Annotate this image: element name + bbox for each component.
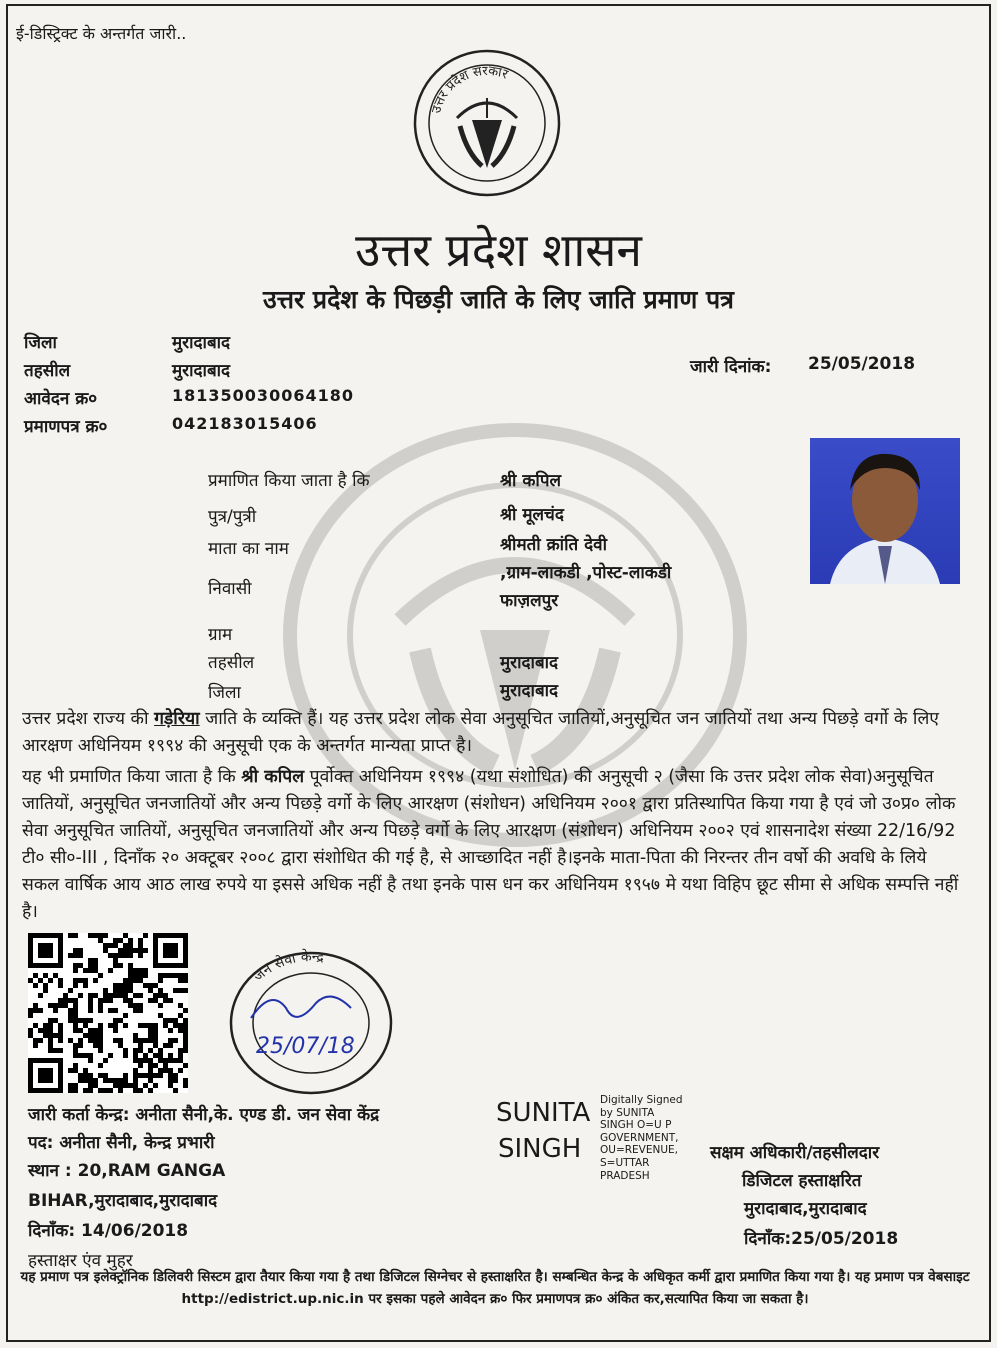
issuer-post: पद: अनीता सैनी, केन्द्र प्रभारी — [28, 1133, 215, 1153]
emblem-text: उत्तर प्रदेश सरकार — [429, 63, 510, 116]
detail-label-village: ग्राम — [208, 625, 233, 645]
detail-label-certified: प्रमाणित किया जाता है कि — [208, 471, 370, 491]
detail-value-father: श्री मूलचंद — [500, 505, 564, 525]
digital-signer-name-line2: SINGH — [498, 1134, 582, 1164]
issuer-place-line1: स्थान : 20,RAM GANGA — [28, 1161, 226, 1181]
detail-label-resident: निवासी — [208, 579, 252, 599]
applicant-name-inline: श्री कपिल — [241, 767, 305, 787]
application-number-label: आवेदन क्र० — [24, 389, 98, 409]
detail-label-son-daughter: पुत्र/पुत्री — [208, 507, 257, 527]
issuer-date: दिनाँक: 14/06/2018 — [28, 1221, 189, 1241]
authority-title: सक्षम अधिकारी/तहसीलदार — [710, 1143, 880, 1163]
authority-location: मुरादाबाद,मुरादाबाद — [744, 1199, 867, 1219]
detail-label-district: जिला — [208, 683, 241, 703]
tehsil-value: मुरादाबाद — [172, 361, 231, 381]
certificate-number-value: 042183015406 — [172, 414, 318, 433]
detail-value-name: श्री कपिल — [500, 471, 561, 491]
application-number-value: 181350030064180 — [172, 386, 354, 405]
applicant-photo — [810, 438, 960, 584]
authority-date: दिनाँक:25/05/2018 — [744, 1229, 899, 1249]
issuing-center: जारी कर्ता केन्द्र: अनीता सैनी,के. एण्ड डी. जन सेवा केंद्र — [28, 1105, 380, 1125]
tehsil-label: तहसील — [24, 361, 71, 381]
issue-date-label: जारी दिनांक: — [690, 357, 772, 377]
detail-label-tehsil: तहसील — [208, 653, 255, 673]
issue-date-value: 25/05/2018 — [808, 354, 916, 374]
detail-value-district: मुरादाबाद — [500, 681, 559, 701]
digital-signer-name-line1: SUNITA — [496, 1098, 591, 1128]
district-label: जिला — [24, 333, 57, 353]
top-note: ई-डिस्ट्रिक्ट के अन्तर्गत जारी.. — [16, 24, 187, 43]
signature-seal-label: हस्ताक्षर एंव मुहर — [28, 1251, 133, 1271]
issuer-place-line2: BIHAR,मुरादाबाद,मुरादाबाद — [28, 1191, 218, 1211]
svg-text:जन सेवा केन्द्र — [250, 948, 325, 985]
digital-signature-details: Digitally Signed by SUNITA SINGH O=U P GOVERNMENT, OU=REVENUE, S=UTTAR PRADESH — [600, 1094, 683, 1182]
detail-value-address-2: फाज़लपुर — [500, 591, 559, 611]
stamp-handwritten-date: 25/07/18 — [256, 1034, 355, 1059]
up-government-emblem — [412, 48, 562, 198]
body-paragraph-1: उत्तर प्रदेश राज्य की गड़ेरिया जाति के व्यक्ति हैं। यह उत्तर प्रदेश लोक सेवा अनुसूचित जातियों,अनुसूचित जन जातियों तथा अन्य पिछड़े वर्गो के लिए आरक्षण अधिनियम १९९४ की अनुसूची एक के अन्तर्गत मान्यता प्राप्त है। — [22, 709, 939, 756]
detail-label-mother: माता का नाम — [208, 539, 289, 559]
district-value: मुरादाबाद — [172, 333, 231, 353]
detail-value-tehsil: मुरादाबाद — [500, 653, 559, 673]
footer-disclaimer: यह प्रमाण पत्र इलेक्ट्रॉनिक डिलिवरी सिस्टम द्वारा तैयार किया गया है तथा डिजिटल सिग्नेचर से हस्ताक्षरित है। सम्बन्धित केन्द्र के अधिकृत कर्मी द्वारा प्रमाणित किया गया है। यह प्रमाण पत्र वेबसाइट http://edistrict.up.nic.in पर इसका पहले आवेदन क्र० फिर प्रमाणपत्र क्र० अंकित कर,सत्यापित किया जा सकता है। — [20, 1269, 970, 1307]
caste-name: गड़ेरिया — [154, 709, 200, 729]
detail-value-address-1: ,ग्राम-लाकडी ,पोस्ट-लाकडी — [500, 563, 672, 583]
detail-value-mother: श्रीमती क्रांति देवी — [500, 535, 607, 555]
certificate-title: उत्तर प्रदेश शासन — [355, 223, 642, 277]
stamp-text: जन सेवा केन्द्र — [250, 948, 325, 985]
certificate-subtitle: उत्तर प्रदेश के पिछड़ी जाति के लिए जाति प्रमाण पत्र — [263, 285, 734, 314]
qr-code — [28, 933, 188, 1093]
body-paragraph-2: यह भी प्रमाणित किया जाता है कि श्री कपिल पूर्वोक्त अधिनियम १९९४ (यथा संशोधित) की अनुसूची २ (जैसा कि उत्तर प्रदेश लोक सेवा)अनुसूचित जातियों, अनुसूचित जनजातियों और अन्य पिछड़े वर्गो के लिए आरक्षण (संशोधन) अधिनियम २००१ द्वारा प्रतिस्थापित किया गया है एवं जो उ०प्र० लोक सेवा अनुसूचित जातियों, अनुसूचित जनजातियों और अन्य पिछड़े वर्गो के लिए आरक्षण (संशोधन) अधिनियम २००२ एवं शासनादेश संख्या 22/16/92 टी० सी०-III , दिनाँक २० अक्टूबर २००८ द्वारा संशोधित की गई है, से आच्छादित नहीं है।इनके माता-पिता की निरन्तर तीन वर्षो की अवधि के लिये सकल वार्षिक आय आठ लाख रुपये या इससे अधिक नहीं है तथा इनके पास धन कर अधिनियम १९५७ मे यथा विहिप छूट सीमा से अधिक सम्पत्ति नहीं है। — [22, 767, 959, 922]
jan-seva-kendra-stamp — [226, 948, 396, 1098]
certificate-number-label: प्रमाणपत्र क्र० — [24, 417, 108, 437]
authority-digital-signed: डिजिटल हस्ताक्षरित — [742, 1171, 862, 1191]
